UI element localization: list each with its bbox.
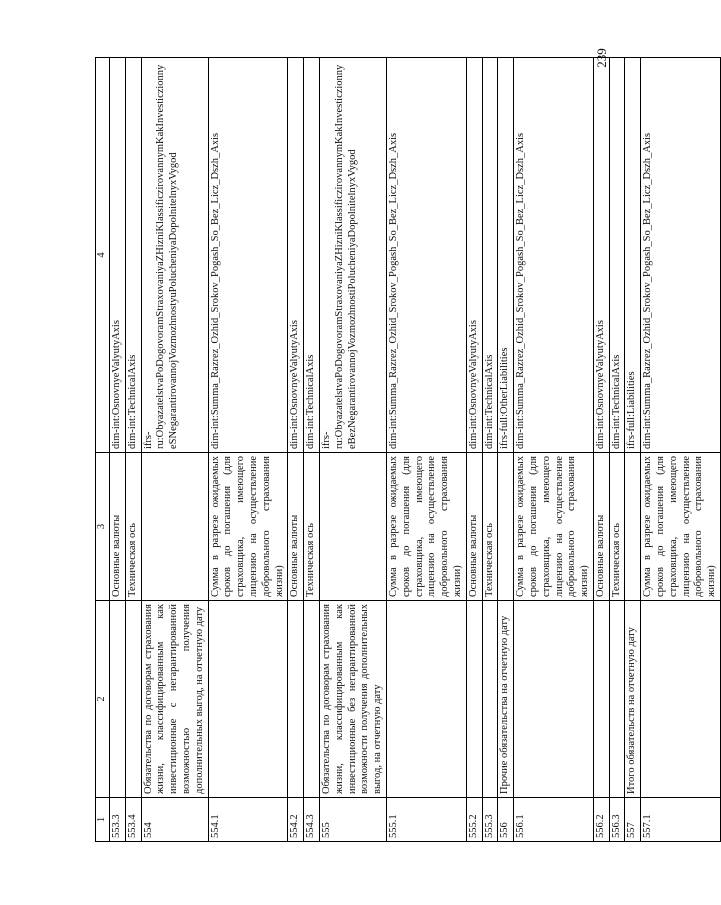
row-number: 555.3	[482, 798, 498, 842]
row-name	[482, 601, 498, 798]
table-row	[466, 58, 482, 842]
row-code: dim-int:Summa_Razrez_Ozhid_Srokov_Pogash_So_Bez_Licz_Dszh_Axis	[208, 58, 288, 453]
row-number: 556.1	[514, 798, 594, 842]
table-row	[386, 58, 466, 842]
row-description: Техническая ось	[125, 453, 141, 601]
row-description	[141, 453, 208, 601]
row-code: dim-int:OsnovnyeValyutyAxis	[466, 58, 482, 453]
row-name: Обязательства по договорам страхования жизни, классифицированным как инвестиционные без негарантированной возможности получения дополнительных выгод, на отчетную дату	[319, 601, 386, 798]
table-row	[288, 58, 304, 842]
row-number: 556.2	[593, 798, 609, 842]
row-description: Основные валюты	[466, 453, 482, 601]
row-code: dim-int:TechnicalAxis	[304, 58, 320, 453]
row-number: 557	[625, 798, 641, 842]
row-name	[125, 601, 141, 798]
column-header: 2	[96, 601, 110, 798]
row-code: ifrs-full:OtherLiabilities	[498, 58, 514, 453]
row-code: dim-int:TechnicalAxis	[125, 58, 141, 453]
page-number: 239	[593, 48, 609, 68]
table-row	[110, 58, 126, 842]
table-row	[482, 58, 498, 842]
row-name	[514, 601, 594, 798]
row-description: Основные валюты	[593, 453, 609, 601]
table-row	[125, 58, 141, 842]
row-code: dim-int:Summa_Razrez_Ozhid_Srokov_Pogash_So_Bez_Licz_Dszh_Axis	[386, 58, 466, 453]
table-row	[208, 58, 288, 842]
row-code: dim-int:OsnovnyeValyutyAxis	[110, 58, 126, 453]
table-row	[625, 58, 641, 842]
column-header: 3	[96, 453, 110, 601]
table-row	[593, 58, 609, 842]
row-description: Сумма в разрезе ожидаемых сроков до погашения (для страховщика, имеющего лицензию на осуществление добровольного страхования жизни)	[208, 453, 288, 601]
table-row	[498, 58, 514, 842]
row-name: Прочие обязательства на отчетную дату	[498, 601, 514, 798]
row-name	[466, 601, 482, 798]
row-code: dim-int:OsnovnyeValyutyAxis	[593, 58, 609, 453]
row-number: 556.3	[609, 798, 625, 842]
row-number: 556	[498, 798, 514, 842]
row-code: dim-int:Summa_Razrez_Ozhid_Srokov_Pogash_So_Bez_Licz_Dszh_Axis	[514, 58, 594, 453]
row-code: dim-int:Summa_Razrez_Ozhid_Srokov_Pogash_So_Bez_Licz_Dszh_Axis	[641, 58, 721, 453]
row-code: dim-int:OsnovnyeValyutyAxis	[288, 58, 304, 453]
row-number: 553.4	[125, 798, 141, 842]
row-number: 555.2	[466, 798, 482, 842]
table-row	[514, 58, 594, 842]
row-description: Сумма в разрезе ожидаемых сроков до погашения (для страховщика, имеющего лицензию на осуществление добровольного страхования жизни)	[514, 453, 594, 601]
row-number: 554.3	[304, 798, 320, 842]
row-description: Техническая ось	[482, 453, 498, 601]
table-row	[319, 58, 386, 842]
table-header-row	[96, 58, 110, 842]
row-code: ifrs-ru:ObyazatelstvaPoDogovoramStraxovaniyaZHizniKlassificzirovannymKakInvesticzionnyeBezNegarantirovannojVozmozhnostiPolucheniyaDopolnitelnyxVygod	[319, 58, 386, 453]
row-description: Сумма в разрезе ожидаемых сроков до погашения (для страховщика, имеющего лицензию на осуществление добровольного страхования жизни)	[641, 453, 721, 601]
row-code: dim-int:TechnicalAxis	[482, 58, 498, 453]
row-description: Сумма в разрезе ожидаемых сроков до погашения (для страховщика, имеющего лицензию на осуществление добровольного страхования жизни)	[386, 453, 466, 601]
column-header: 1	[96, 798, 110, 842]
row-code: ifrs-ru:ObyazatelstvaPoDogovoramStraxovaniyaZHizniKlassificzirovannymKakInvesticzionnyeSNegarantirovannojVozmozhnostyuPolucheniyaDopolnitelnyxVygod	[141, 58, 208, 453]
table-row	[304, 58, 320, 842]
row-name	[304, 601, 320, 798]
taxonomy-table	[95, 57, 721, 842]
table-row	[141, 58, 208, 842]
row-code: dim-int:TechnicalAxis	[609, 58, 625, 453]
row-number: 554.1	[208, 798, 288, 842]
row-code: ifrs-full:Liabilities	[625, 58, 641, 453]
row-number: 555	[319, 798, 386, 842]
row-number: 554.2	[288, 798, 304, 842]
row-name	[208, 601, 288, 798]
row-name	[609, 601, 625, 798]
row-number: 554	[141, 798, 208, 842]
row-name	[641, 601, 721, 798]
row-name	[593, 601, 609, 798]
row-description: Основные валюты	[288, 453, 304, 601]
table-row	[641, 58, 721, 842]
row-description	[625, 453, 641, 601]
table-row	[609, 58, 625, 842]
row-name	[386, 601, 466, 798]
row-name: Итого обязательств на отчетную дату	[625, 601, 641, 798]
row-name	[110, 601, 126, 798]
row-name	[288, 601, 304, 798]
row-description: Техническая ось	[609, 453, 625, 601]
row-description	[498, 453, 514, 601]
row-description	[319, 453, 386, 601]
row-name: Обязательства по договорам страхования жизни, классифицированным как инвестиционные с негарантированной возможностью получения дополнительных выгод, на отчетную дату	[141, 601, 208, 798]
row-number: 555.1	[386, 798, 466, 842]
row-description: Основные валюты	[110, 453, 126, 601]
row-description: Техническая ось	[304, 453, 320, 601]
row-number: 553.3	[110, 798, 126, 842]
row-number: 557.1	[641, 798, 721, 842]
column-header: 4	[96, 58, 110, 453]
